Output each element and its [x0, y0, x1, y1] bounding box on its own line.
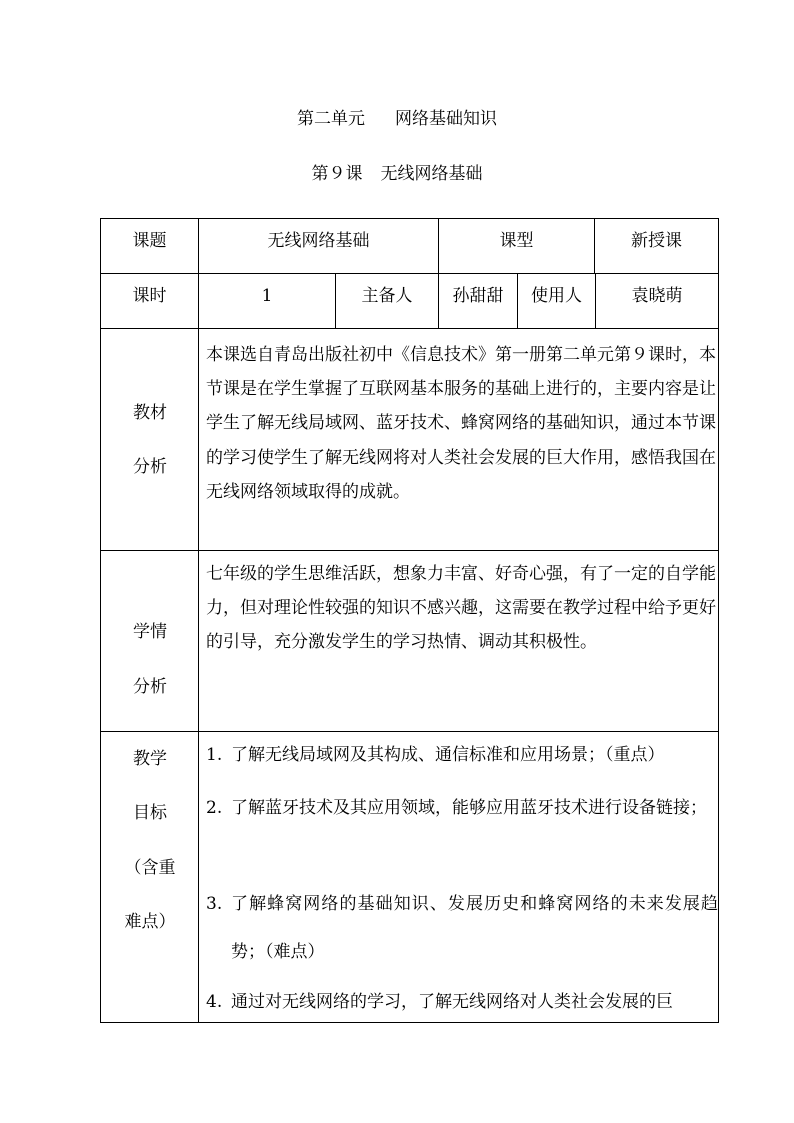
goal-number: 2.	[206, 798, 223, 818]
hours-label: 课时	[132, 286, 167, 306]
goal-number: 4.	[206, 992, 223, 1012]
learner-analysis-text: 七年级的学生思维活跃，想象力丰富、好奇心强，有了一定的自学能力，但对理论性较强的知识不感兴趣，这需要在教学过程中给予更好的引导，充分激发学生的学习热情、调动其积极性。	[206, 564, 716, 653]
hours-value: 1	[261, 286, 273, 306]
unit-title: 网络基础知识	[395, 109, 497, 129]
preparer-value: 孙甜甜	[452, 286, 504, 306]
goal-text: 了解无线局域网及其构成、通信标准和应用场景；（重点）	[231, 745, 665, 765]
goals-label-line: 目标	[133, 803, 167, 823]
table-rule	[198, 218, 199, 1023]
material-analysis-text: 本课选自青岛出版社初中《信息技术》第一册第二单元第９课时，本节课是在学生掌握了互联网基本服务的基础上进行的，主要内容是让学生了解无线局域网、蓝牙技术、蜂窝网络的基础知识，通过本节课的学习使学生了解无线网将对人类社会发展的巨大作用，感悟我国在无线网络领域取得的成就。	[206, 345, 716, 502]
material-label-line: 分析	[133, 457, 167, 477]
goals-label-line: 教学	[133, 749, 167, 769]
type-label: 课型	[499, 231, 534, 251]
goals-label-line: （含重	[124, 858, 176, 878]
goal-text: 了解蜂窝网络的基础知识、发展历史和蜂窝网络的未来发展趋势；（难点）	[231, 894, 718, 962]
preparer-label: 主备人	[361, 286, 413, 306]
type-value: 新授课	[631, 231, 682, 251]
unit-label: 第二单元	[297, 109, 365, 129]
goal-number: 1.	[206, 745, 223, 765]
material-label-line: 教材	[133, 403, 167, 423]
table-rule	[100, 550, 719, 551]
table-border-right	[718, 218, 719, 1023]
goals-label-line: 难点）	[124, 912, 176, 932]
table-border-left	[100, 218, 101, 1023]
goal-text: 通过对无线网络的学习，了解无线网络对人类社会发展的巨	[231, 992, 673, 1012]
learner-label-line: 学情	[133, 622, 167, 642]
lesson-title: 无线网络基础	[380, 164, 483, 184]
goal-text: 了解蓝牙技术及其应用领域，能够应用蓝牙技术进行设备链接；	[231, 798, 707, 818]
table-rule	[100, 328, 719, 329]
topic-label: 课题	[132, 231, 167, 251]
lesson-label: 第９课	[311, 164, 363, 184]
learner-label-line: 分析	[133, 677, 167, 697]
user-label: 使用人	[531, 286, 582, 306]
topic-value: 无线网络基础	[267, 231, 370, 251]
goal-number: 3.	[206, 894, 223, 914]
user-value: 袁晓萌	[631, 286, 683, 306]
